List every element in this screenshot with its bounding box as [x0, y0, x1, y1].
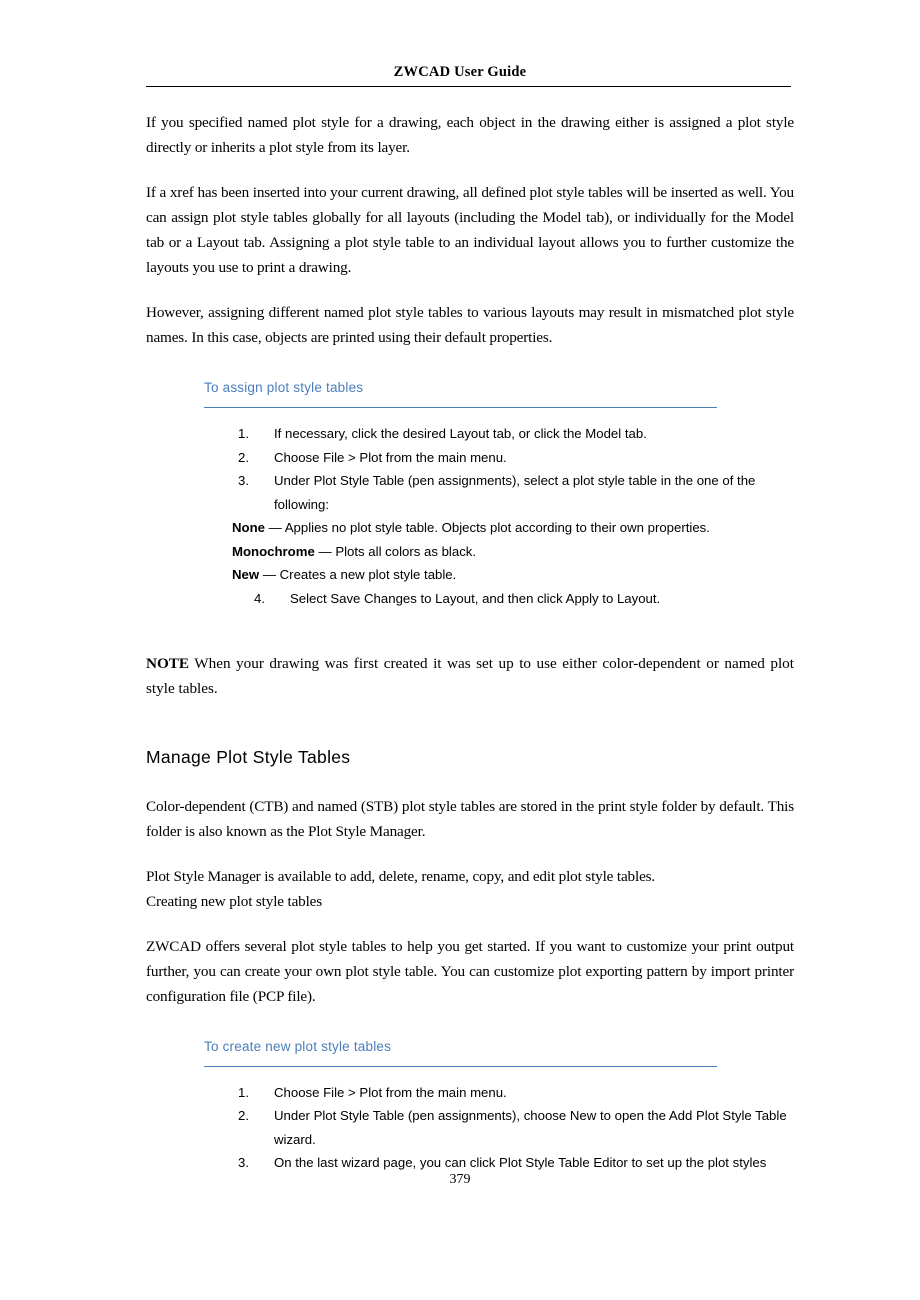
- list-item: [146, 469, 794, 516]
- page-content: [146, 110, 794, 1175]
- page-number: 379: [449, 1172, 471, 1187]
- option-monochrome-label: Monochrome: [232, 543, 315, 559]
- list-item: [146, 446, 794, 470]
- note-text: When your drawing was first created it was set up to use either color-dependent or named plot style tables.: [146, 655, 794, 698]
- spacer: [146, 350, 794, 380]
- list-item-number: 1.: [238, 426, 249, 442]
- option-new-label: New: [232, 567, 260, 583]
- option-monochrome-desc: — Plots all colors as black.: [318, 543, 477, 559]
- section-heading-create-new-plot-style-tables: To create new plot style tables: [204, 1038, 392, 1054]
- section-heading-assign-plot-style-tables: To assign plot style tables: [204, 380, 364, 395]
- paragraph-2: If a xref has been inserted into your current drawing, all defined plot style tables will be inserted as well. You can assign plot style tables globally for all layouts (including the Model tab), or individually for the Model tab or a Layout tab. Assigning a plot style table to an individual layout allows you to further customize the layouts you use to print a drawing.: [146, 184, 794, 276]
- list-item-number: 2.: [238, 449, 249, 465]
- heading-manage-plot-style-tables: Manage Plot Style Tables: [146, 746, 351, 767]
- paragraph-1: If you specified named plot style for a drawing, each object in the drawing either is assigned a plot style directly or inherits a plot style from its layer.: [146, 114, 794, 156]
- list-item-text: On the last wizard page, you can click Plot Style Table Editor to set up the plot styles: [274, 1155, 767, 1171]
- list-item-number: 2.: [238, 1108, 249, 1124]
- paragraph-3: However, assigning different named plot style tables to various layouts may result in mismatched plot style names. In this case, objects are printed using their default properties.: [146, 304, 794, 346]
- section-divider: [204, 1066, 717, 1067]
- section-divider: [204, 407, 717, 408]
- option-none: [146, 516, 794, 540]
- option-none-desc: — Applies no plot style table. Objects plot according to their own properties.: [268, 520, 710, 536]
- list-item-number: 3.: [238, 473, 249, 489]
- steps-list-create: [146, 1081, 794, 1175]
- list-item-text: Select Save Changes to Layout, and then click Apply to Layout.: [290, 590, 661, 606]
- list-item-text: Choose File > Plot from the main menu.: [274, 1084, 507, 1100]
- spacer: [146, 610, 794, 636]
- list-item-number: 1.: [238, 1084, 249, 1100]
- list-item-number: 3.: [238, 1155, 249, 1171]
- spacer: [146, 1009, 794, 1039]
- option-monochrome: [146, 540, 794, 564]
- note-label: NOTE: [146, 655, 190, 673]
- spacer: [146, 914, 794, 934]
- option-new: [146, 563, 794, 587]
- steps-list-assign: [146, 422, 794, 516]
- list-item: [146, 1081, 794, 1105]
- header-divider: [146, 86, 791, 87]
- note-block: [146, 651, 794, 701]
- steps-list-assign-continued: [146, 587, 794, 611]
- list-item-text: Choose File > Plot from the main menu.: [274, 449, 507, 465]
- spacer: [146, 768, 794, 794]
- list-item: [146, 1104, 794, 1151]
- list-item-text: Under Plot Style Table (pen assignments), select a plot style table in the one of the following:: [274, 473, 756, 512]
- paragraph-4: Color-dependent (CTB) and named (STB) plot style tables are stored in the print style folder by default. This folder is also known as the Plot Style Manager.: [146, 797, 794, 840]
- list-item-text: If necessary, click the desired Layout tab, or click the Model tab.: [274, 426, 647, 442]
- spacer: [146, 160, 794, 180]
- spacer: [146, 844, 794, 864]
- list-item: [146, 587, 794, 611]
- paragraph-5: Plot Style Manager is available to add, delete, rename, copy, and edit plot style tables.: [146, 867, 656, 885]
- spacer: [146, 280, 794, 300]
- option-new-desc: — Creates a new plot style table.: [262, 567, 457, 583]
- list-item-text: Under Plot Style Table (pen assignments), choose New to open the Add Plot Style Table wizard.: [274, 1108, 787, 1147]
- spacer: [146, 717, 794, 747]
- page-header-title: ZWCAD User Guide: [393, 64, 527, 80]
- paragraph-7: ZWCAD offers several plot style tables to help you get started. If you want to customize your print output further, you can create your own plot style table. You can customize plot exporting pattern by import printer configuration file (PCP file).: [146, 937, 794, 1005]
- paragraph-6: Creating new plot style tables: [146, 892, 323, 910]
- option-none-label: None: [232, 520, 265, 536]
- list-item-number: 4.: [254, 590, 265, 606]
- list-item: [146, 422, 794, 446]
